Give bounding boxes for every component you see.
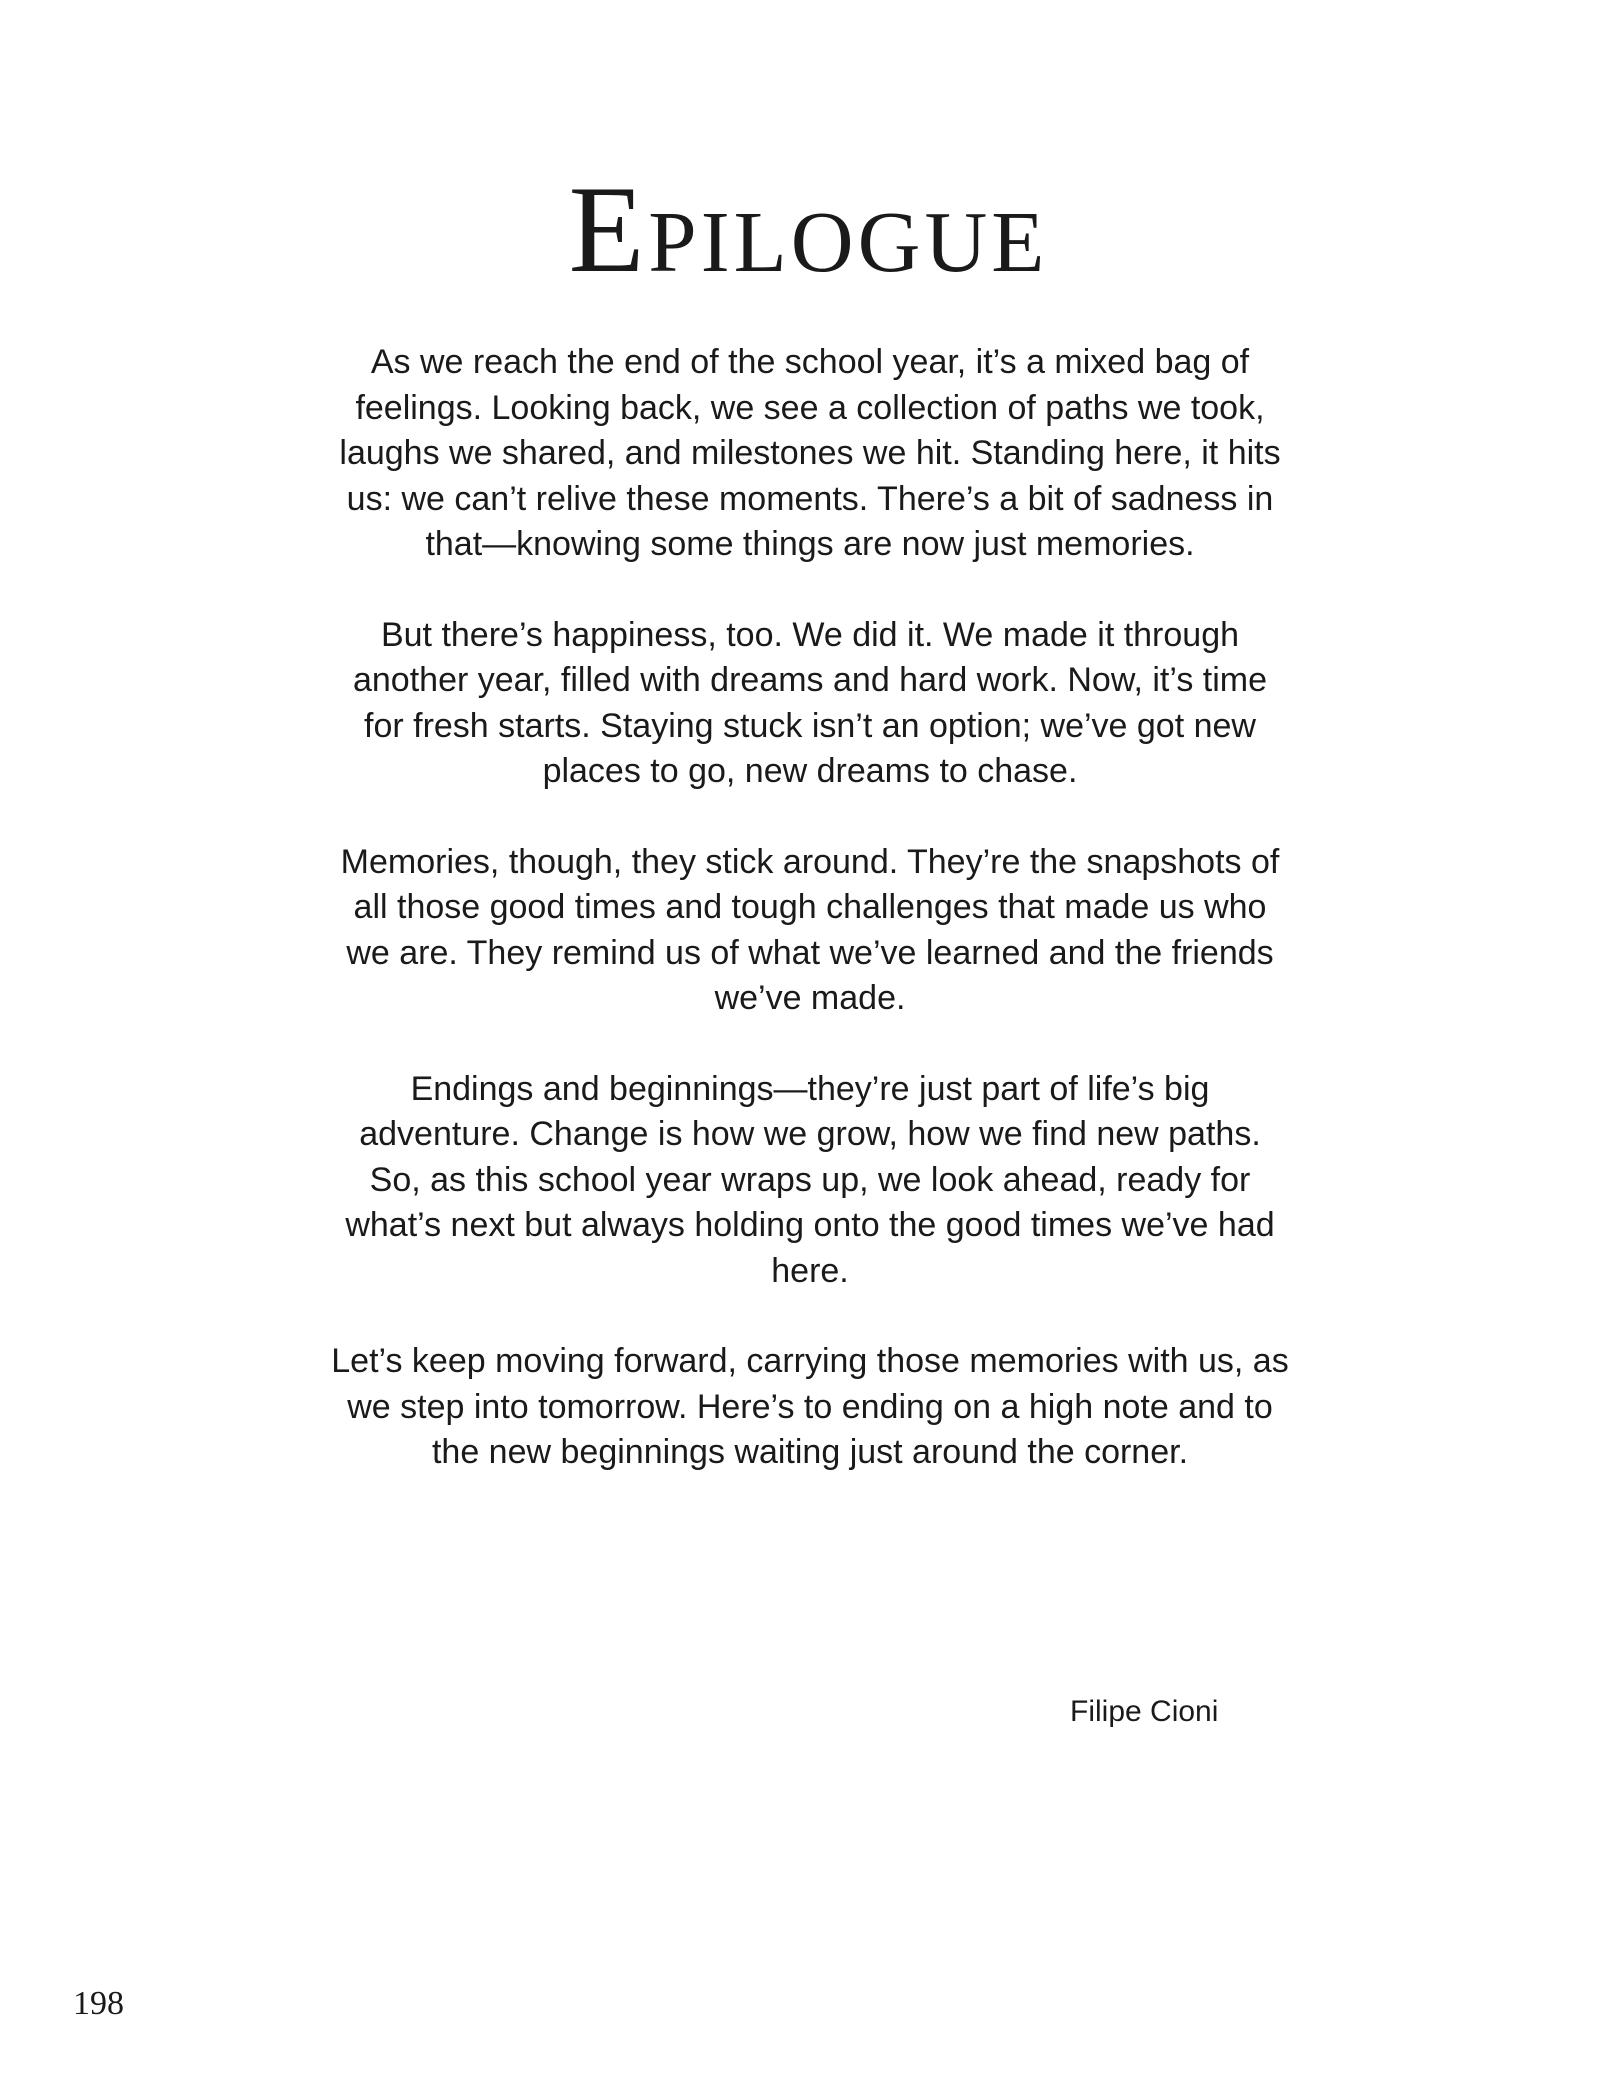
paragraph-2: But there’s happiness, too. We did it. We made it through another year, filled with dreams and hard work. Now, it’s time for fresh starts. Staying stuck isn’t an option; we’ve got new places to go, new dreams to chase. bbox=[352, 615, 1267, 790]
page-number: 198 bbox=[73, 1985, 124, 2022]
author-signature: Filipe Cioni bbox=[1070, 1695, 1219, 1728]
paragraph-4: Endings and beginnings—they’re just part of life’s big adventure. Change is how we grow, how we find new paths. So, as this school year wraps up, we look ahead, ready for what’s next but always holding onto the good times we’ve had here. bbox=[345, 1069, 1275, 1290]
paragraph-5: Let’s keep moving forward, carrying those memories with us, as we step into tomorrow. Here’s to ending on a high note and to the new beginnings waiting just around the corner. bbox=[331, 1342, 1289, 1471]
paragraph-3: Memories, though, they stick around. They’re the snapshots of all those good times and tough challenges that made us who we are. They remind us of what we’ve learned and the friends we’ve made. bbox=[340, 842, 1280, 1017]
paragraph-1: As we reach the end of the school year, it’s a mixed bag of feelings. Looking back, we see a collection of paths we took, laughs we shared, and milestones we hit. Standing here, it hits us: we can’t relive these moments. There’s a bit of sadness in that—knowing some things are now just memories. bbox=[339, 343, 1281, 563]
page-title: Epilogue bbox=[568, 161, 1049, 298]
epilogue-body bbox=[330, 340, 1290, 1521]
